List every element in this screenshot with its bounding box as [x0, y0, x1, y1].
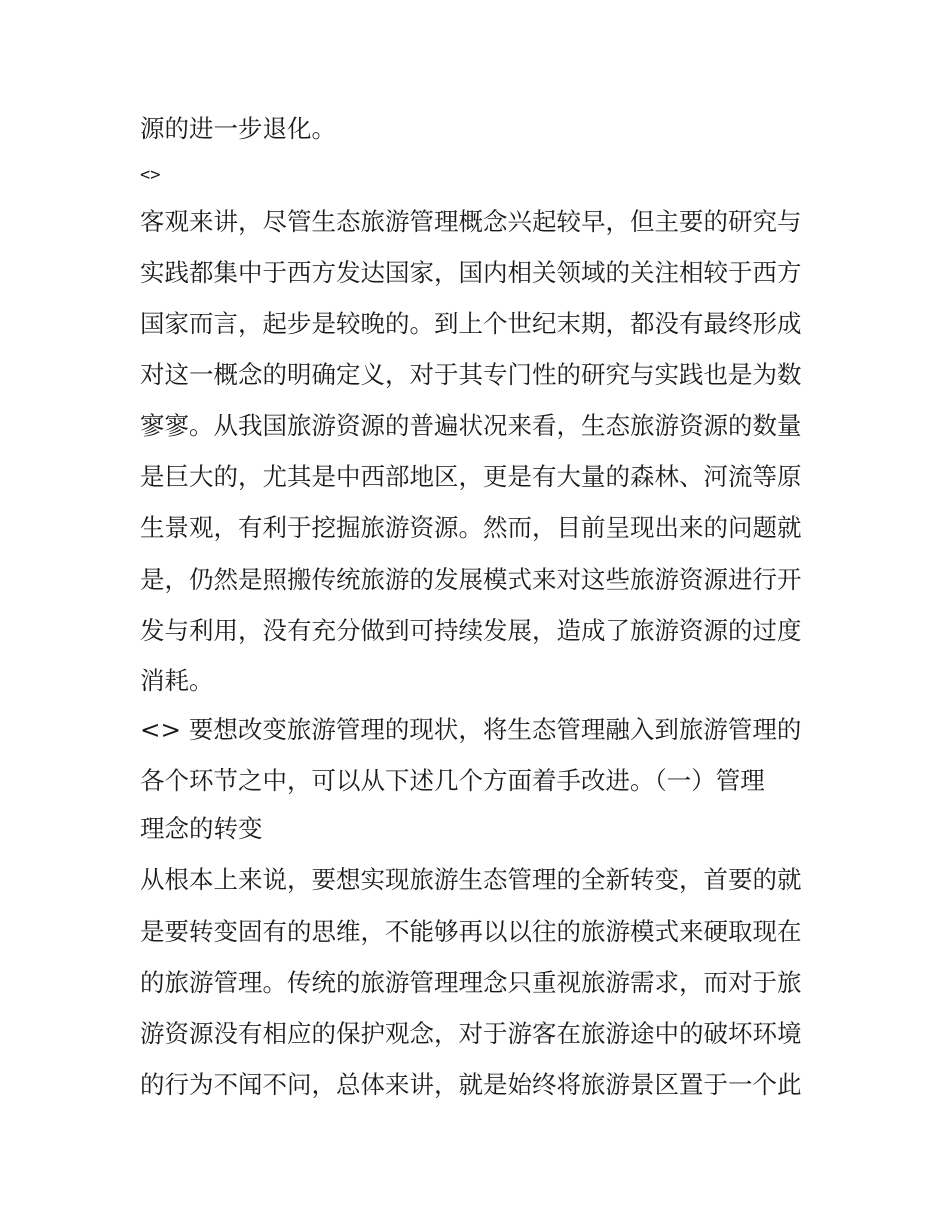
text-line: 是巨大的，尤其是中西部地区，更是有大量的森林、河流等原 — [140, 462, 802, 491]
text-line: 的行为不闻不问，总体来讲，就是始终将旅游景区置于一个此 — [140, 1070, 802, 1099]
paragraph-marker: <> — [140, 165, 161, 185]
text-line: <> 要想改变旅游管理的现状，将生态管理融入到旅游管理的 — [140, 715, 802, 744]
text-line: 生景观，有利于挖掘旅游资源。然而，目前呈现出来的问题就 — [140, 513, 802, 542]
text-line: 理念的转变 — [140, 814, 263, 843]
text-line: 消耗。 — [140, 666, 214, 695]
text-line: 是要转变固有的思维，不能够再以以往的旅游模式来硬取现在 — [140, 917, 802, 946]
text-line: 各个环节之中，可以从下述几个方面着手改进。（一）管理 — [140, 766, 765, 795]
text-line: 发与利用，没有充分做到可持续发展，造成了旅游资源的过度 — [140, 616, 802, 645]
text-line: 客观来讲，尽管生态旅游管理概念兴起较早，但主要的研究与 — [140, 207, 802, 236]
text-line: 国家而言，起步是较晚的。到上个世纪末期，都没有最终形成 — [140, 309, 802, 338]
text-line: 游资源没有相应的保护观念，对于游客在旅游途中的破坏环境 — [140, 1019, 802, 1048]
text-line: 是，仍然是照搬传统旅游的发展模式来对这些旅游资源进行开 — [140, 565, 802, 594]
text-line: 的旅游管理。传统的旅游管理理念只重视旅游需求，而对于旅 — [140, 968, 802, 997]
text-line: 寥寥。从我国旅游资源的普遍状况来看，生态旅游资源的数量 — [140, 411, 802, 440]
text-line: 源的进一步退化。 — [140, 114, 336, 143]
text-line: 实践都集中于西方发达国家，国内相关领域的关注相较于西方 — [140, 258, 802, 287]
text-line: 从根本上来说，要想实现旅游生态管理的全新转变，首要的就 — [140, 865, 802, 894]
text-line: 对这一概念的明确定义，对于其专门性的研究与实践也是为数 — [140, 360, 802, 389]
